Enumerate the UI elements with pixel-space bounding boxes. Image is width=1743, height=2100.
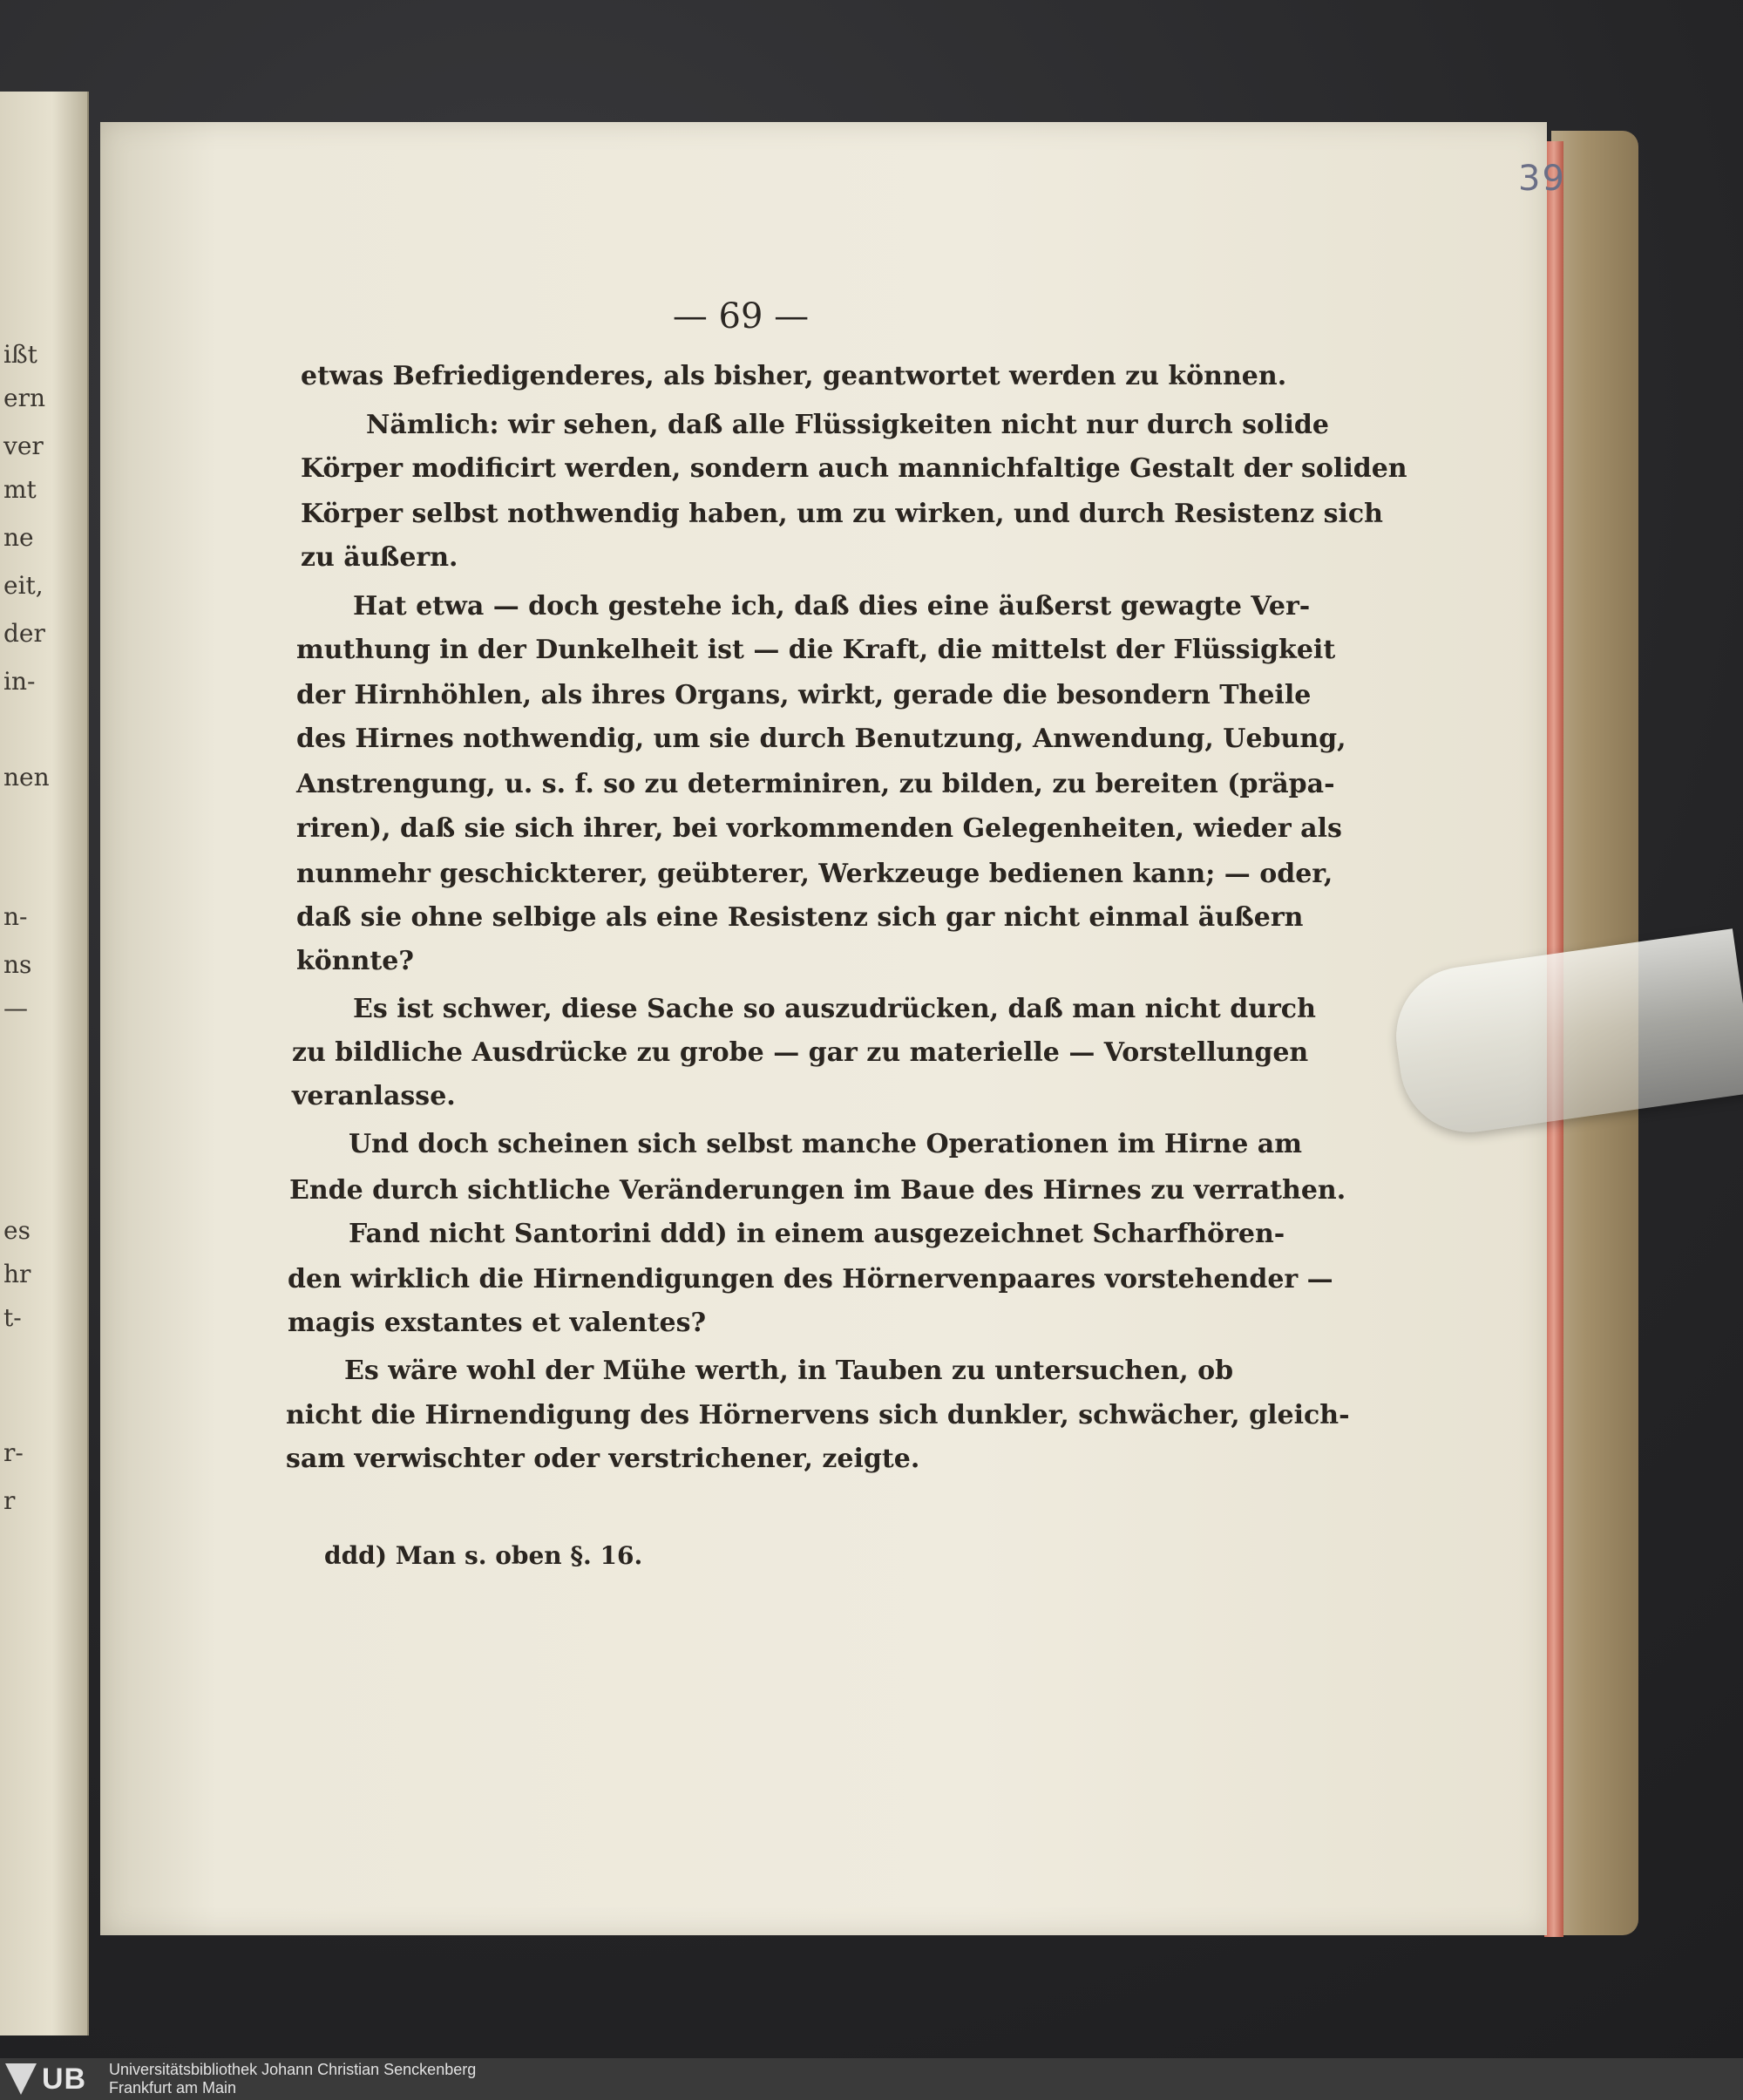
library-name (109, 2061, 476, 2097)
left-page-fragment: hr (3, 1260, 31, 1288)
body-line: Nämlich: wir sehen, daß alle Flüssigkeiten nicht nur durch solide (366, 410, 1329, 440)
left-facing-page (0, 92, 89, 2035)
body-line: nicht die Hirnendigung des Hörnervens sich dunkler, schwächer, gleich- (286, 1400, 1350, 1431)
footnote: ddd) Man s. oben §. 16. (324, 1541, 643, 1570)
left-page-fragment: ern (3, 384, 45, 412)
body-line: riren), daß sie sich ihrer, bei vorkommenden Gelegenheiten, wieder als (296, 813, 1342, 844)
left-page-fragment: ißt (3, 340, 37, 369)
body-line: muthung in der Dunkelheit ist — die Kraft, die mittelst der Flüssigkeit (296, 635, 1336, 665)
body-line: den wirklich die Hirnendigungen des Hörnervenpaares vorstehender — (288, 1264, 1333, 1295)
library-name-line1: Universitätsbibliothek Johann Christian Senckenberg (109, 2061, 477, 2078)
ub-logo (5, 2062, 101, 2097)
left-page-fragment: ver (3, 432, 44, 460)
left-page-fragment: es (3, 1216, 31, 1245)
body-line: zu bildliche Ausdrücke zu grobe — gar zu materielle — Vorstellungen (292, 1037, 1309, 1068)
archive-page-number: 39 (1518, 159, 1566, 199)
body-line: der Hirnhöhlen, als ihres Organs, wirkt, gerade die besondern Theile (296, 680, 1312, 710)
body-line: Körper modificirt werden, sondern auch mannichfaltige Gestalt der soliden (301, 453, 1407, 484)
body-line: magis exstantes et valentes? (288, 1308, 707, 1338)
page-number: — 69 — (672, 296, 810, 336)
body-line: des Hirnes nothwendig, um sie durch Benutzung, Anwendung, Uebung, (296, 724, 1346, 754)
body-line: Ende durch sichtliche Veränderungen im Baue des Hirnes zu verrathen. (289, 1175, 1346, 1206)
body-line: Es wäre wohl der Mühe werth, in Tauben zu untersuchen, ob (344, 1356, 1234, 1386)
body-line: Fand nicht Santorini ddd) in einem ausgezeichnet Scharfhören- (349, 1219, 1285, 1249)
left-page-fragment: r (3, 1486, 16, 1515)
body-line: könnte? (296, 946, 414, 976)
body-line: Anstrengung, u. s. f. so zu determiniren, zu bilden, zu bereiten (präpa- (296, 769, 1335, 799)
body-line: veranlasse. (292, 1081, 456, 1111)
body-line: Hat etwa — doch gestehe ich, daß dies eine äußerst gewagte Ver- (353, 591, 1311, 622)
left-page-fragment: — (3, 994, 28, 1023)
left-page-fragment: n- (3, 902, 28, 931)
book-page (100, 122, 1547, 1935)
library-name-line2: Frankfurt am Main (109, 2079, 237, 2097)
body-line: sam verwischter oder verstrichener, zeigte. (286, 1444, 920, 1474)
left-page-fragment: t- (3, 1303, 22, 1332)
ub-logo-text: UB (42, 2062, 87, 2096)
left-page-fragment: der (3, 619, 45, 648)
body-line: Und doch scheinen sich selbst manche Operationen im Hirne am (349, 1129, 1302, 1159)
left-page-fragment: eit, (3, 571, 44, 600)
left-page-fragment: ne (3, 523, 34, 552)
left-page-fragment: mt (3, 475, 37, 504)
body-line: zu äußern. (301, 542, 458, 573)
body-line: Körper selbst nothwendig haben, um zu wirken, und durch Resistenz sich (301, 499, 1383, 529)
body-line: nunmehr geschickterer, geübterer, Werkzeuge bedienen kann; — oder, (296, 859, 1333, 889)
left-page-fragment: nen (3, 763, 50, 792)
body-line: daß sie ohne selbige als eine Resistenz sich gar nicht einmal äußern (296, 902, 1304, 933)
ub-logo-icon (5, 2063, 37, 2095)
left-page-fragment: ns (3, 950, 32, 979)
left-page-fragment: in- (3, 667, 36, 696)
library-footer-bar (0, 2058, 1743, 2100)
body-line: Es ist schwer, diese Sache so auszudrücken, daß man nicht durch (353, 994, 1316, 1024)
left-page-fragment: r- (3, 1438, 24, 1467)
body-line: etwas Befriedigenderes, als bisher, geantwortet werden zu können. (301, 361, 1287, 391)
